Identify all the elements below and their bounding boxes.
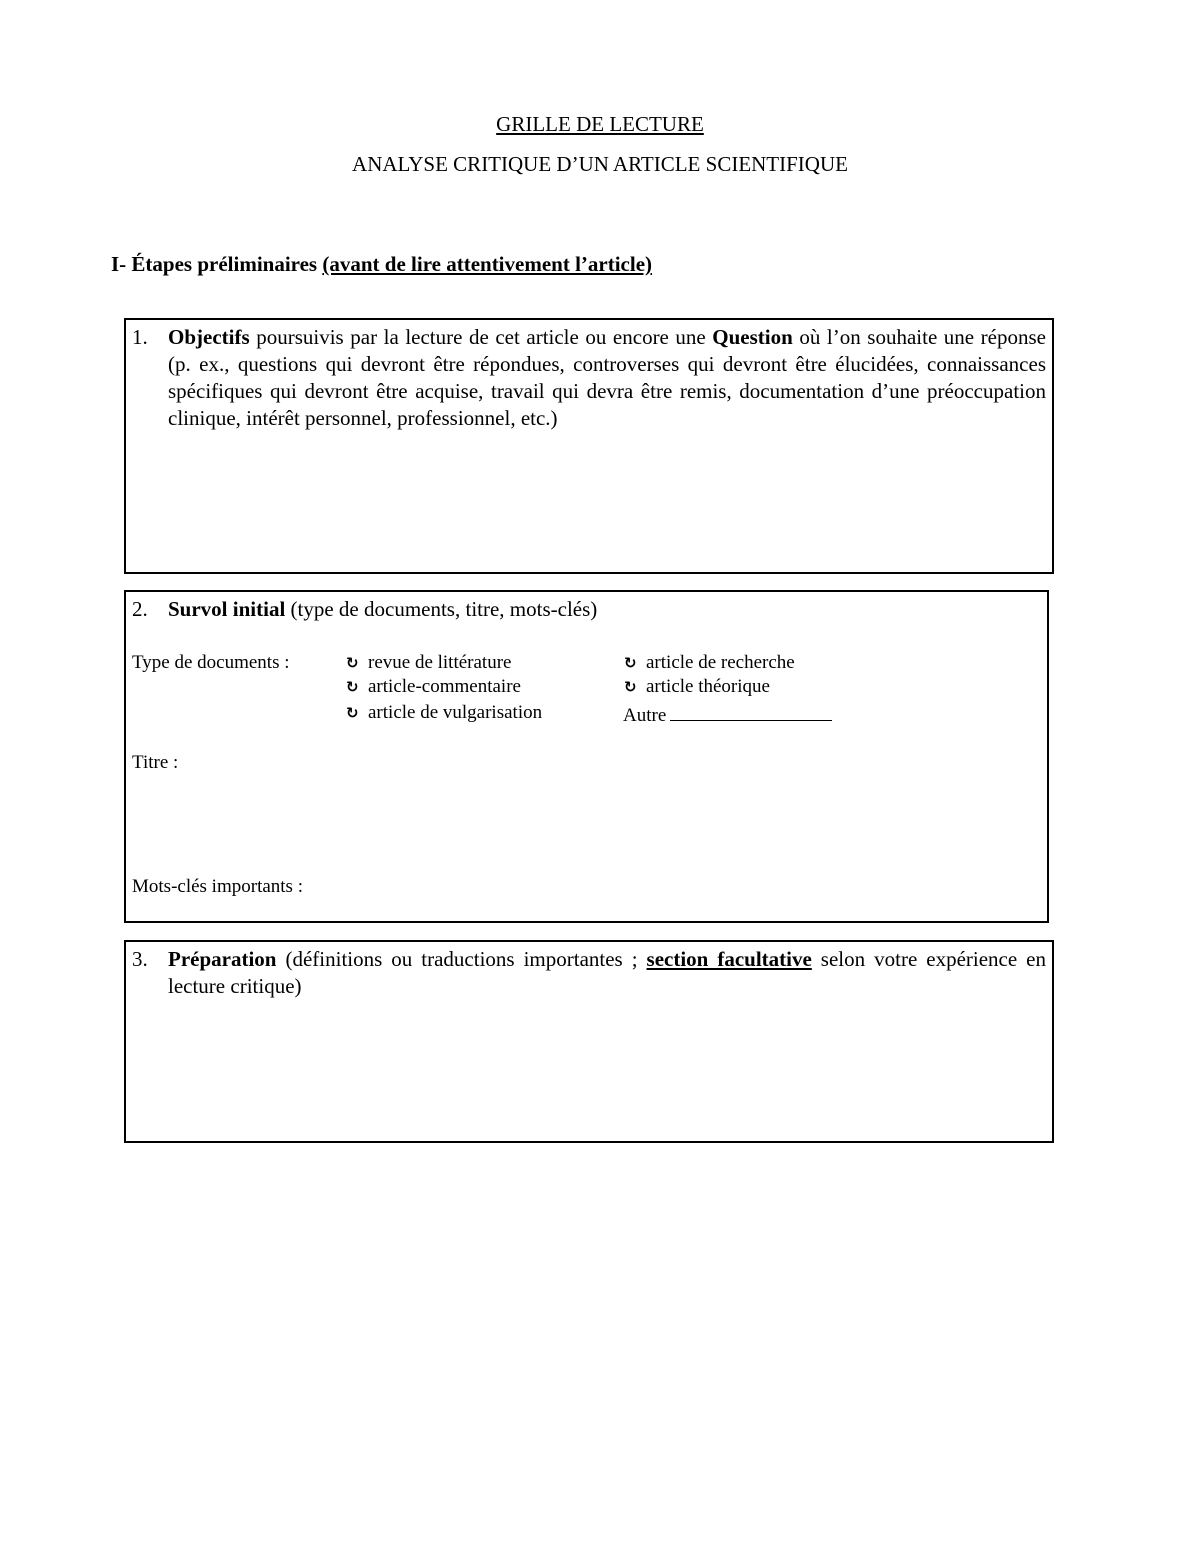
survey-bold: Survol initial [168,597,286,621]
option-label: revue de littérature [368,652,512,673]
section-heading [111,252,652,277]
preparation-bold: Préparation [168,947,277,971]
circle-arrows-icon: ↻ [346,654,359,672]
survey-text [168,596,1041,623]
option-autre[interactable] [623,702,832,727]
option-revue[interactable] [346,652,511,674]
circle-arrows-icon: ↻ [624,654,637,672]
option-vulgarisation[interactable] [346,702,542,724]
circle-arrows-icon: ↻ [346,704,359,722]
initial-survey-box[interactable] [124,590,1049,923]
option-theorique[interactable] [624,676,770,698]
item-number: 2. [132,597,148,621]
objectives-text-1: poursuivis par la lecture de cet article ou encore une [249,325,713,349]
optional-section-label: section facultative [646,947,812,971]
survey-item [132,596,1041,623]
option-label: article théorique [646,676,770,697]
preparation-text [168,946,1046,1000]
preparation-item [132,946,1046,1000]
item-number: 3. [132,947,148,971]
survey-desc: (type de documents, titre, mots-clés) [285,597,598,621]
option-label: article de vulgarisation [368,702,543,723]
titre-label: Titre : [132,752,179,773]
question-bold: Question [712,325,793,349]
keywords-label: Mots-clés importants : [132,876,303,897]
circle-arrows-icon: ↻ [346,678,359,696]
page-subtitle: ANALYSE CRITIQUE D’UN ARTICLE SCIENTIFIQUE [352,152,848,176]
option-recherche[interactable] [624,652,795,674]
preparation-text-2: selon votre expérience en lecture critique) [168,947,1046,998]
section-heading-main: I- Étapes préliminaires [111,252,323,276]
objectives-item [132,324,1046,432]
objectives-text-2: où l’on souhaite une réponse (p. ex., questions qui devront être répondues, controverses qui devront être élucidées, connaissances spécifiques qui devront être acquise, travail qui devra être remis, documentation d’une préoccupation clinique, intérêt personnel, professionnel, etc.) [168,325,1046,430]
page-title: GRILLE DE LECTURE [496,112,704,136]
circle-arrows-icon: ↻ [624,678,637,696]
option-label: article-commentaire [368,676,521,697]
objectives-text [168,324,1046,432]
autre-label: Autre [623,705,667,726]
preparation-box[interactable] [124,940,1054,1143]
preparation-text-1: (définitions ou traductions importantes ; [276,947,647,971]
item-number: 1. [132,325,148,349]
option-commentaire[interactable] [346,676,521,698]
option-label: article de recherche [646,652,795,673]
objectives-bold: Objectifs [168,325,250,349]
section-heading-sub: (avant de lire attentivement l’article) [322,252,653,276]
doc-type-label: Type de documents : [132,652,290,673]
autre-fill-line[interactable] [670,702,832,721]
objectives-box[interactable] [124,318,1054,574]
